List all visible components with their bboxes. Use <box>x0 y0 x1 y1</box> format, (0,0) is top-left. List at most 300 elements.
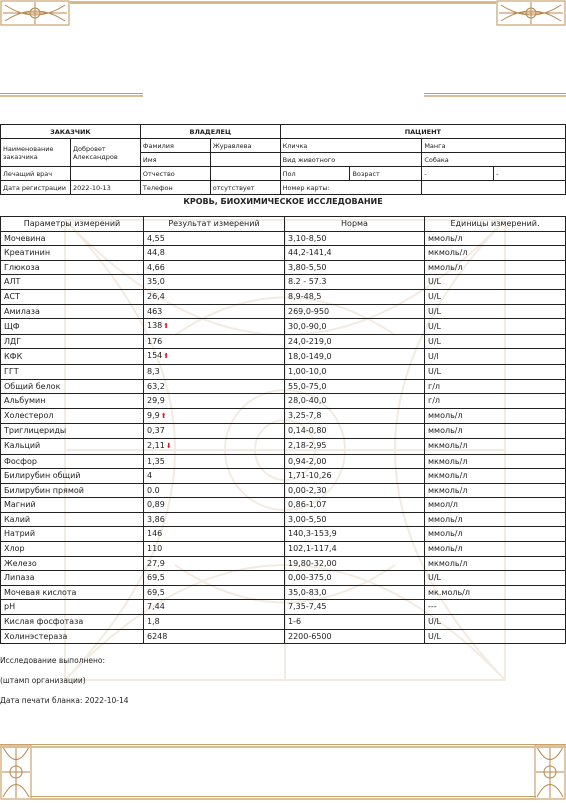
result-cell-text: 176 <box>147 336 163 346</box>
unit-cell-text: мкмоль/л <box>428 485 468 495</box>
arrow-up-icon: ⬆ <box>160 411 167 420</box>
result-cell-text: 7,44 <box>147 602 165 612</box>
table-row <box>1 246 566 261</box>
ornament-corner-bottom-right <box>534 744 566 800</box>
norm-cell-text: 0,00-2,30 <box>288 485 327 495</box>
unit-cell-text: ммол/л <box>428 500 458 510</box>
unit-cell-text: U/L <box>428 306 442 316</box>
unit-cell <box>425 571 566 586</box>
param-cell <box>1 629 144 644</box>
unit-cell-text: мк.моль/л <box>428 587 470 597</box>
result-cell-text: 26,4 <box>147 291 165 301</box>
norm-cell <box>285 454 425 469</box>
unit-cell <box>425 289 566 304</box>
results-table <box>0 216 566 644</box>
norm-cell-text: 30,0-90,0 <box>288 321 327 331</box>
norm-cell <box>285 600 425 615</box>
table-row <box>1 349 566 365</box>
ornament-rule-right <box>424 93 566 97</box>
species-value: Собака <box>422 153 566 167</box>
norm-cell <box>285 304 425 319</box>
param-cell-text: Натрий <box>4 529 36 539</box>
card-number-label: Номер карты: <box>280 181 422 195</box>
param-cell <box>1 408 144 424</box>
result-cell-text: 4,55 <box>147 233 165 243</box>
table-row <box>1 512 566 527</box>
result-cell <box>144 260 285 275</box>
unit-cell <box>425 304 566 319</box>
owner-surname-value: Журавлева <box>210 139 280 153</box>
unit-cell <box>425 408 566 424</box>
unit-cell-text: U/L <box>428 366 442 376</box>
ornament-corner-bottom-left <box>0 744 32 800</box>
param-cell <box>1 231 144 246</box>
unit-cell <box>425 556 566 571</box>
unit-cell-text: г/л <box>428 396 441 406</box>
table-row <box>1 319 566 335</box>
norm-cell-text: 0,14-0,80 <box>288 426 327 436</box>
param-cell-text: Глюкоза <box>4 262 40 272</box>
ornament-corner-top-left <box>0 0 70 26</box>
unit-cell-text: мкмоль/л <box>428 471 468 481</box>
result-cell-text: 44,8 <box>147 248 165 258</box>
species-label: Вид животного <box>280 153 422 167</box>
norm-cell <box>285 424 425 439</box>
result-cell <box>144 483 285 498</box>
unit-cell-text: мкмоль/л <box>428 441 468 451</box>
unit-cell <box>425 600 566 615</box>
table-row <box>1 379 566 394</box>
table-row <box>1 629 566 644</box>
result-cell-text: 146 <box>147 529 163 539</box>
norm-cell-text: 2,18-2,95 <box>288 441 327 451</box>
result-cell <box>144 246 285 261</box>
result-cell-text: 463 <box>147 306 163 316</box>
param-cell <box>1 454 144 469</box>
norm-cell <box>285 319 425 335</box>
norm-cell-text: 35,0-83,0 <box>288 587 327 597</box>
unit-cell-text: мкмоль/л <box>428 456 468 466</box>
column-header-param: Параметры измерений <box>1 217 144 232</box>
ornament-rule-bottom <box>0 744 566 748</box>
arrow-up-icon: ⬆ <box>163 322 170 331</box>
result-cell <box>144 364 285 379</box>
norm-cell-text: 1,00-10,0 <box>288 366 327 376</box>
norm-cell <box>285 275 425 290</box>
unit-cell <box>425 483 566 498</box>
norm-cell <box>285 260 425 275</box>
result-cell-text: 27,9 <box>147 558 165 568</box>
param-cell-text: Железо <box>4 558 37 568</box>
column-header-norm: Норма <box>285 217 425 232</box>
result-cell <box>144 304 285 319</box>
arrow-up-icon: ⬆ <box>163 352 170 361</box>
unit-cell-text: U/L <box>428 277 442 287</box>
norm-cell <box>285 289 425 304</box>
study-done-label: Исследование выполнено: <box>0 656 105 665</box>
unit-cell <box>425 424 566 439</box>
table-row <box>1 424 566 439</box>
result-cell <box>144 629 285 644</box>
unit-cell <box>425 364 566 379</box>
norm-cell <box>285 469 425 484</box>
unit-cell <box>425 498 566 513</box>
norm-cell-text: 55,0-75,0 <box>288 381 327 391</box>
param-cell <box>1 571 144 586</box>
customer-name-label: Наименование заказчика <box>1 139 71 167</box>
unit-cell <box>425 469 566 484</box>
table-row <box>1 275 566 290</box>
result-cell <box>144 498 285 513</box>
result-cell <box>144 275 285 290</box>
unit-cell-text: U/L <box>428 291 442 301</box>
age-value: - <box>494 167 566 181</box>
result-cell-text: 69,5 <box>147 587 165 597</box>
param-cell-text: Липаза <box>4 573 35 583</box>
card-number-value <box>422 181 566 195</box>
owner-patronymic-label: Отчество <box>140 167 210 181</box>
unit-cell-text: мкмоль/л <box>428 558 468 568</box>
result-cell <box>144 585 285 600</box>
table-row <box>1 408 566 424</box>
param-cell-text: Калий <box>4 514 31 524</box>
param-cell-text: Билирубин общий <box>4 471 81 481</box>
result-cell-text: 0,89 <box>147 500 165 510</box>
unit-cell-text: ммоль/л <box>428 411 463 421</box>
owner-phone-value: отсутствует <box>210 181 280 195</box>
table-row <box>1 260 566 275</box>
unit-cell-text: U/L <box>428 321 442 331</box>
norm-cell-text: 140,3-153,9 <box>288 529 337 539</box>
result-cell <box>144 438 285 454</box>
unit-cell-text: ммоль/л <box>428 426 463 436</box>
result-cell <box>144 527 285 542</box>
unit-cell <box>425 334 566 349</box>
ornament-rule-bottom-edge <box>30 796 536 800</box>
customer-name-value: Добровет Александров <box>70 139 140 167</box>
result-cell-text: 9,9 <box>147 410 160 420</box>
table-row <box>1 498 566 513</box>
table-row <box>1 483 566 498</box>
norm-cell-text: 8,9-48,5 <box>288 291 322 301</box>
arrow-down-icon: ⬇ <box>165 441 172 450</box>
result-cell-text: 1,35 <box>147 456 165 466</box>
owner-name-label: Имя <box>140 153 210 167</box>
owner-name-value <box>210 153 280 167</box>
param-cell-text: Кислая фосфотаза <box>4 617 84 627</box>
param-cell-text: Мочевая кислота <box>4 587 77 597</box>
reg-date-label: Дата регистрации <box>1 181 71 195</box>
result-cell-text: 138 <box>147 321 163 331</box>
norm-cell <box>285 408 425 424</box>
param-cell <box>1 394 144 409</box>
result-cell <box>144 408 285 424</box>
norm-cell <box>285 615 425 630</box>
ornament-rule-left <box>0 93 143 97</box>
doctor-label: Лечащий врач <box>1 167 71 181</box>
param-cell <box>1 304 144 319</box>
result-cell-text: 4,66 <box>147 262 165 272</box>
param-cell-text: Хлор <box>4 544 25 554</box>
unit-cell-text: U/l <box>428 351 439 361</box>
norm-cell <box>285 585 425 600</box>
unit-cell-text: мкмоль/л <box>428 248 468 258</box>
result-cell <box>144 454 285 469</box>
param-cell-text: КФК <box>4 351 23 361</box>
table-row <box>1 585 566 600</box>
norm-cell-text: 3,80-5,50 <box>288 262 327 272</box>
unit-cell-text: ммоль/л <box>428 544 463 554</box>
param-cell <box>1 600 144 615</box>
param-cell-text: Холинэстераза <box>4 631 68 641</box>
param-cell <box>1 527 144 542</box>
ornament-corner-top-right <box>496 0 566 26</box>
table-row <box>1 304 566 319</box>
result-cell-text: 6248 <box>147 631 168 641</box>
param-cell-text: pH <box>4 602 16 612</box>
param-cell-text: ЛДГ <box>4 336 22 346</box>
result-cell-text: 1,8 <box>147 617 160 627</box>
norm-cell <box>285 379 425 394</box>
owner-header: ВЛАДЕЛЕЦ <box>140 125 280 139</box>
param-cell-text: Холестерол <box>4 411 54 421</box>
param-cell-text: Альбумин <box>4 396 46 406</box>
table-row <box>1 527 566 542</box>
norm-cell-text: 18,0-149,0 <box>288 351 332 361</box>
norm-cell <box>285 246 425 261</box>
norm-cell-text: 7,35-7,45 <box>288 602 327 612</box>
unit-cell-text: г/л <box>428 381 441 391</box>
param-cell-text: ЩФ <box>4 321 20 331</box>
unit-cell <box>425 319 566 335</box>
result-cell <box>144 469 285 484</box>
owner-patronymic-value <box>210 167 280 181</box>
stamp-label: (штамп организации) <box>0 676 86 685</box>
norm-cell <box>285 231 425 246</box>
column-header-unit: Единицы измерений. <box>425 217 566 232</box>
param-cell-text: АСТ <box>4 291 20 301</box>
pet-name-label: Кличка <box>280 139 422 153</box>
unit-cell <box>425 394 566 409</box>
norm-cell-text: 24,0-219,0 <box>288 336 332 346</box>
param-cell-text: Мочевина <box>4 233 46 243</box>
norm-cell-text: 2200-6500 <box>288 631 332 641</box>
param-cell-text: Триглицериды <box>4 426 67 436</box>
doctor-value <box>70 167 140 181</box>
result-cell <box>144 512 285 527</box>
norm-cell <box>285 334 425 349</box>
norm-cell-text: 269,0-950 <box>288 306 330 316</box>
param-cell <box>1 289 144 304</box>
sex-label: Пол <box>280 167 350 181</box>
result-cell <box>144 379 285 394</box>
norm-cell <box>285 571 425 586</box>
norm-cell <box>285 542 425 557</box>
norm-cell <box>285 498 425 513</box>
unit-cell-text: --- <box>428 602 437 612</box>
norm-cell-text: 8.2 - 57.3 <box>288 277 327 287</box>
result-cell-text: 2,11 <box>147 440 165 450</box>
result-cell-text: 0,37 <box>147 426 165 436</box>
unit-cell <box>425 260 566 275</box>
document-title: КРОВЬ, БИОХИМИЧЕСКОЕ ИССЛЕДОВАНИЕ <box>183 197 383 206</box>
param-cell <box>1 319 144 335</box>
result-cell <box>144 289 285 304</box>
table-row <box>1 469 566 484</box>
table-row <box>1 438 566 454</box>
result-cell <box>144 231 285 246</box>
unit-cell <box>425 231 566 246</box>
table-row <box>1 571 566 586</box>
unit-cell <box>425 379 566 394</box>
param-cell <box>1 585 144 600</box>
unit-cell-text: ммоль/л <box>428 529 463 539</box>
table-row <box>1 394 566 409</box>
result-cell <box>144 319 285 335</box>
param-cell-text: Кальций <box>4 441 41 451</box>
result-cell-text: 69,5 <box>147 573 165 583</box>
unit-cell <box>425 349 566 365</box>
param-cell-text: Общий белок <box>4 381 61 391</box>
result-cell-text: 4 <box>147 471 153 481</box>
result-cell <box>144 334 285 349</box>
result-cell-text: 154 <box>147 351 163 361</box>
column-header-result: Результат измерений <box>144 217 285 232</box>
result-cell-text: 8,3 <box>147 366 160 376</box>
param-cell <box>1 424 144 439</box>
patient-header: ПАЦИЕНТ <box>280 125 565 139</box>
unit-cell <box>425 542 566 557</box>
param-cell <box>1 364 144 379</box>
sex-value: - <box>422 167 494 181</box>
param-cell <box>1 438 144 454</box>
norm-cell-text: 3,25-7,8 <box>288 411 322 421</box>
norm-cell-text: 0,00-375,0 <box>288 573 332 583</box>
table-row <box>1 454 566 469</box>
norm-cell-text: 102,1-117,4 <box>288 544 337 554</box>
param-cell-text: Креатинин <box>4 248 51 258</box>
table-row <box>1 542 566 557</box>
result-cell-text: 29,9 <box>147 396 165 406</box>
unit-cell <box>425 246 566 261</box>
norm-cell <box>285 349 425 365</box>
param-cell <box>1 512 144 527</box>
norm-cell-text: 44,2-141,4 <box>288 248 332 258</box>
norm-cell-text: 1-6 <box>288 617 302 627</box>
result-cell <box>144 615 285 630</box>
result-cell <box>144 424 285 439</box>
unit-cell <box>425 438 566 454</box>
pet-name-value: Манга <box>422 139 566 153</box>
param-cell <box>1 379 144 394</box>
table-row <box>1 289 566 304</box>
unit-cell-text: ммоль/л <box>428 514 463 524</box>
param-cell-text: Амилаза <box>4 306 40 316</box>
unit-cell-text: U/L <box>428 631 442 641</box>
age-label: Возраст <box>350 167 422 181</box>
param-cell <box>1 275 144 290</box>
norm-cell <box>285 556 425 571</box>
param-cell <box>1 246 144 261</box>
unit-cell-text: ммоль/л <box>428 233 463 243</box>
unit-cell <box>425 585 566 600</box>
result-cell <box>144 600 285 615</box>
table-row <box>1 556 566 571</box>
top-border <box>0 0 566 8</box>
unit-cell-text: U/L <box>428 573 442 583</box>
norm-cell-text: 1,71-10,26 <box>288 471 332 481</box>
unit-cell-text: ммоль/л <box>428 262 463 272</box>
param-cell <box>1 542 144 557</box>
norm-cell <box>285 629 425 644</box>
norm-cell <box>285 394 425 409</box>
unit-cell <box>425 512 566 527</box>
result-cell-text: 110 <box>147 544 163 554</box>
owner-surname-label: Фамилия <box>140 139 210 153</box>
unit-cell <box>425 275 566 290</box>
result-cell-text: 0.0 <box>147 485 160 495</box>
reg-date-value: 2022-10-13 <box>70 181 140 195</box>
result-cell <box>144 394 285 409</box>
param-cell <box>1 469 144 484</box>
unit-cell <box>425 527 566 542</box>
param-cell <box>1 349 144 365</box>
owner-phone-label: Телефон <box>140 181 210 195</box>
unit-cell <box>425 629 566 644</box>
param-cell <box>1 556 144 571</box>
norm-cell <box>285 527 425 542</box>
param-cell-text: Билирубин прямой <box>4 485 84 495</box>
param-cell-text: Фосфор <box>4 456 37 466</box>
param-cell-text: Магний <box>4 500 36 510</box>
table-row <box>1 334 566 349</box>
result-cell <box>144 349 285 365</box>
result-cell <box>144 542 285 557</box>
param-cell-text: ГГТ <box>4 366 19 376</box>
norm-cell-text: 3,10-8,50 <box>288 233 327 243</box>
unit-cell <box>425 454 566 469</box>
norm-cell-text: 3,00-5,50 <box>288 514 327 524</box>
unit-cell-text: U/L <box>428 617 442 627</box>
result-cell-text: 35,0 <box>147 277 165 287</box>
table-row <box>1 364 566 379</box>
norm-cell <box>285 364 425 379</box>
param-cell-text: АЛТ <box>4 277 21 287</box>
norm-cell <box>285 438 425 454</box>
unit-cell <box>425 615 566 630</box>
print-date: Дата печати бланка: 2022-10-14 <box>0 696 129 705</box>
param-cell <box>1 260 144 275</box>
result-cell <box>144 556 285 571</box>
unit-cell-text: U/L <box>428 336 442 346</box>
result-cell-text: 63,2 <box>147 381 165 391</box>
result-cell-text: 3,86 <box>147 514 165 524</box>
table-row <box>1 615 566 630</box>
param-cell <box>1 498 144 513</box>
header-table <box>0 124 566 195</box>
param-cell <box>1 615 144 630</box>
table-row <box>1 600 566 615</box>
norm-cell <box>285 512 425 527</box>
result-cell <box>144 571 285 586</box>
norm-cell-text: 0,94-2,00 <box>288 456 327 466</box>
norm-cell-text: 0,86-1,07 <box>288 500 327 510</box>
customer-header: ЗАКАЗЧИК <box>1 125 141 139</box>
norm-cell-text: 28,0-40,0 <box>288 396 327 406</box>
table-row <box>1 231 566 246</box>
norm-cell-text: 19,80-32,00 <box>288 558 337 568</box>
param-cell <box>1 334 144 349</box>
